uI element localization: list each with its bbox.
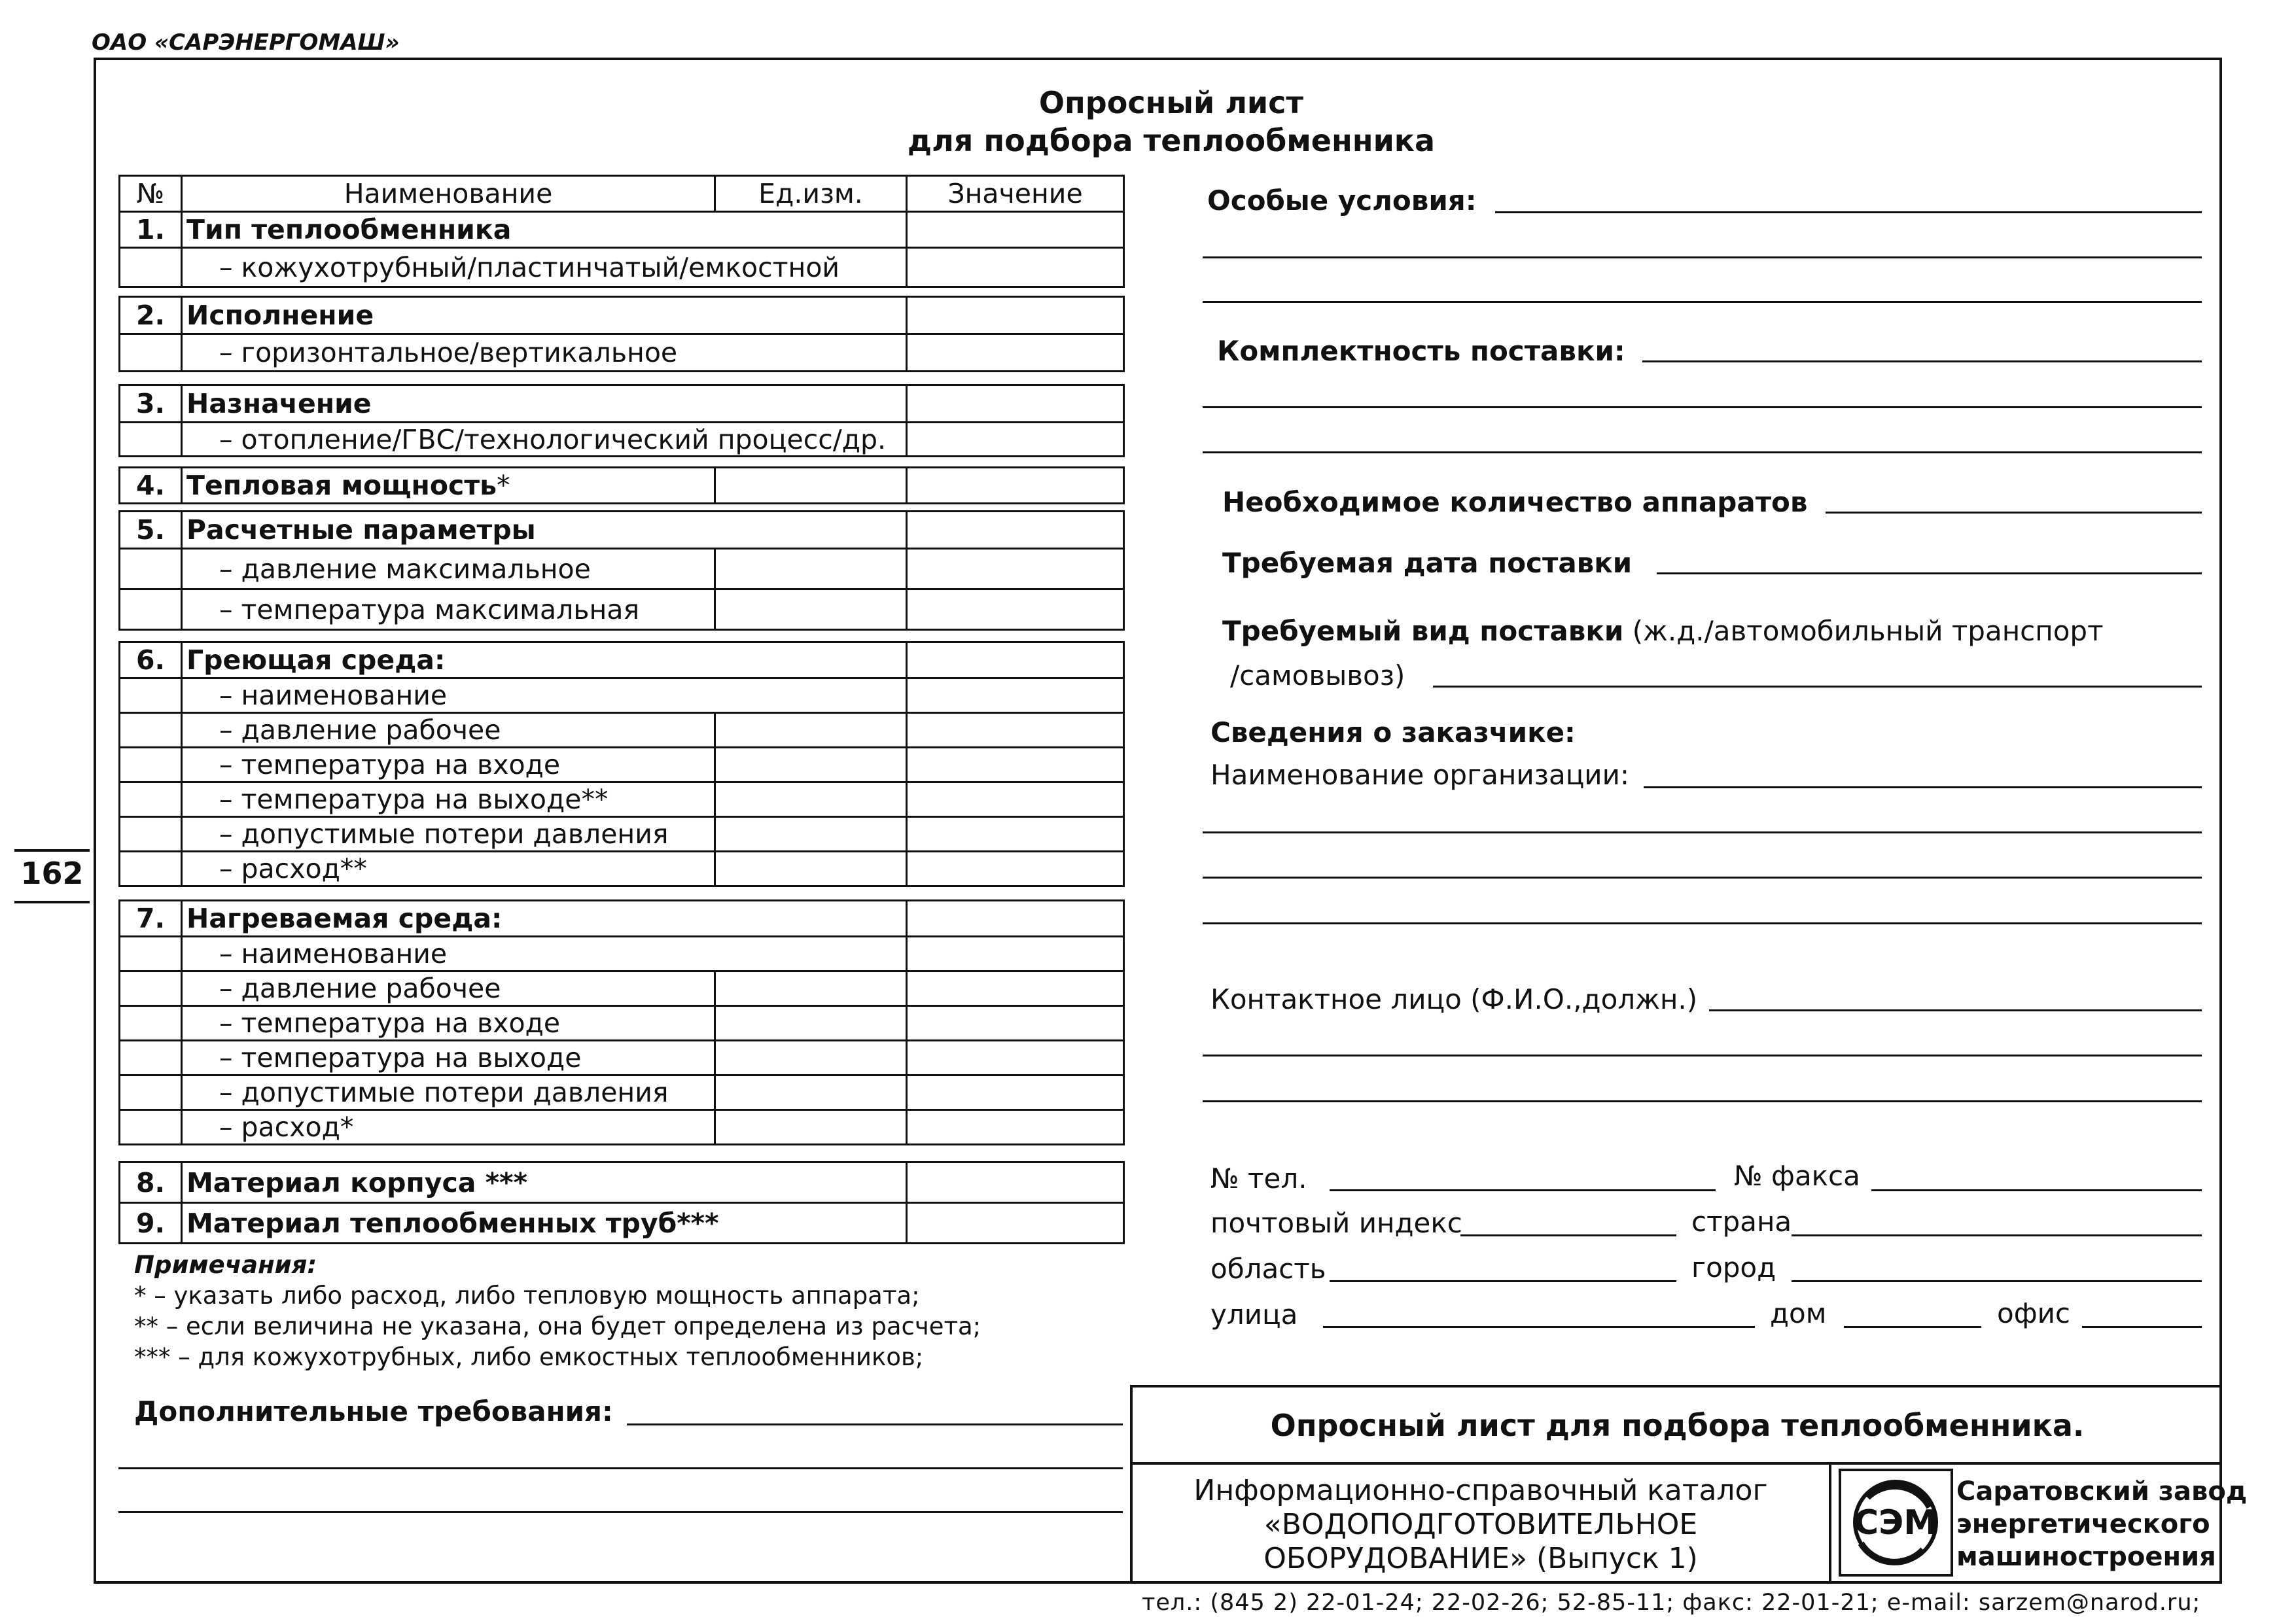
delivery-type-line[interactable] — [1433, 686, 2202, 688]
value-cell[interactable] — [907, 852, 1124, 886]
catalog-line-3: ОБОРУДОВАНИЕ» (Выпуск 1) — [1263, 1542, 1698, 1575]
street-line[interactable] — [1323, 1326, 1755, 1328]
table-group-8-9 — [118, 1161, 1125, 1244]
contact-person-label: Контактное лицо (Ф.И.О.,должн.) — [1210, 983, 1698, 1015]
unit-cell[interactable] — [715, 1006, 907, 1041]
zip-label: почтовый индекс — [1210, 1207, 1462, 1239]
row-sub: – температура максимальная — [182, 589, 715, 630]
delivery-kit-label: Комплектность поставки: — [1217, 335, 1625, 367]
value-cell[interactable] — [907, 1041, 1124, 1075]
value-cell[interactable] — [907, 678, 1124, 713]
country-label: страна — [1691, 1206, 1792, 1238]
delivery-type-options: /самовывоз) — [1230, 659, 1405, 691]
region-label: область — [1210, 1253, 1326, 1285]
notes — [134, 1249, 981, 1372]
row-sub: – давление максимальное — [182, 549, 715, 589]
house-label: дом — [1770, 1297, 1827, 1329]
special-conditions-line[interactable] — [1495, 211, 2202, 213]
row-title: Материал корпуса *** — [182, 1162, 907, 1203]
unit-cell[interactable] — [715, 971, 907, 1006]
row-num: 2. — [120, 297, 182, 334]
delivery-kit-line[interactable] — [1203, 406, 2202, 408]
unit-cell[interactable] — [715, 549, 907, 589]
row-title: Расчетные параметры — [182, 512, 907, 549]
office-label: офис — [1997, 1297, 2070, 1329]
delivery-date-line[interactable] — [1657, 572, 2202, 574]
title-line-2: для подбора теплообменника — [907, 123, 1436, 158]
value-cell[interactable] — [907, 937, 1124, 971]
contact-person-line[interactable] — [1203, 1055, 2202, 1056]
delivery-kit-line[interactable] — [1203, 451, 2202, 453]
value-cell[interactable] — [907, 817, 1124, 852]
row-num: 5. — [120, 512, 182, 549]
row-title: Назначение — [182, 385, 907, 423]
unit-cell[interactable] — [715, 748, 907, 782]
company-logo-icon — [1839, 1469, 1953, 1577]
row-sub: – давление рабочее — [182, 713, 715, 748]
unit-cell[interactable] — [715, 468, 907, 504]
value-cell[interactable] — [907, 423, 1124, 457]
row-title: Исполнение — [182, 297, 907, 334]
row-title: Материал теплообменных труб*** — [182, 1203, 907, 1244]
unit-cell[interactable] — [715, 589, 907, 630]
note-item: *** – для кожухотрубных, либо емкостных теплообменников; — [134, 1343, 924, 1371]
org-line-1: Саратовский завод — [1956, 1476, 2248, 1507]
row-sub: – кожухотрубный/пластинчатый/емкостной — [182, 248, 907, 287]
value-cell[interactable] — [907, 1006, 1124, 1041]
value-cell[interactable] — [907, 248, 1124, 287]
unit-cell[interactable] — [715, 817, 907, 852]
org-line-3: машиностроения — [1956, 1542, 2216, 1572]
catalog-info — [1133, 1465, 1831, 1584]
additional-line[interactable] — [118, 1467, 1123, 1469]
special-conditions-label: Особые условия: — [1207, 184, 1477, 217]
contact-person-line[interactable] — [1709, 1009, 2202, 1011]
value-cell[interactable] — [907, 589, 1124, 630]
company-name: ОАО «САРЭНЕРГОМАШ» — [92, 29, 400, 56]
unit-cell[interactable] — [715, 852, 907, 886]
org-name-line[interactable] — [1203, 831, 2202, 833]
contact-person-line[interactable] — [1203, 1100, 2202, 1102]
table-group-5 — [118, 510, 1125, 631]
fax-line[interactable] — [1871, 1189, 2202, 1191]
delivery-kit-line[interactable] — [1642, 360, 2202, 362]
unit-cell[interactable] — [715, 1110, 907, 1145]
city-line[interactable] — [1792, 1280, 2202, 1282]
table-group-6 — [118, 641, 1125, 887]
row-sub: – температура на входе — [182, 748, 715, 782]
contact-footer: тел.: (845 2) 22-01-24; 22-02-26; 52-85-11; факс: 22-01-21; e-mail: sarzem@narod.ru; — [1142, 1590, 2201, 1616]
title-block-title: Опросный лист для подбора теплообменника. — [1133, 1387, 2222, 1465]
page-title — [752, 84, 1590, 160]
value-cell[interactable] — [907, 334, 1124, 372]
org-line-2: энергетического — [1956, 1509, 2210, 1539]
row-num: 6. — [120, 642, 182, 678]
phone-line[interactable] — [1330, 1189, 1716, 1191]
row-title: Тепловая мощность* — [182, 468, 715, 504]
delivery-date-label: Требуемая дата поставки — [1222, 547, 1633, 579]
note-item: ** – если величина не указана, она будет определена из расчета; — [134, 1312, 981, 1340]
additional-line[interactable] — [627, 1423, 1123, 1425]
col-header-num: № — [120, 176, 182, 212]
row-sub: – расход** — [182, 852, 715, 886]
table-group-7 — [118, 899, 1125, 1145]
value-cell[interactable] — [907, 1075, 1124, 1110]
row-sub: – расход* — [182, 1110, 715, 1145]
value-cell[interactable] — [907, 212, 1124, 248]
row-title: Греющая среда: — [182, 642, 907, 678]
row-sub: – отопление/ГВС/технологический процесс/др. — [182, 423, 907, 457]
country-line[interactable] — [1792, 1234, 2202, 1236]
quantity-line[interactable] — [1826, 512, 2202, 514]
value-cell[interactable] — [907, 297, 1124, 334]
org-name-label: Наименование организации: — [1210, 759, 1630, 791]
row-sub: – допустимые потери давления — [182, 1075, 715, 1110]
row-sub: – температура на входе — [182, 1006, 715, 1041]
title-line-1: Опросный лист — [1038, 85, 1304, 120]
value-cell[interactable] — [907, 1162, 1124, 1203]
catalog-line-2: «ВОДОПОДГОТОВИТЕЛЬНОЕ — [1263, 1508, 1698, 1541]
row-num: 4. — [120, 468, 182, 504]
value-cell[interactable] — [907, 512, 1124, 549]
city-label: город — [1691, 1251, 1776, 1283]
table-group-3 — [118, 384, 1125, 457]
row-sub: – наименование — [182, 678, 907, 713]
org-name-line[interactable] — [1203, 922, 2202, 924]
value-cell[interactable] — [907, 901, 1124, 937]
org-name-line[interactable] — [1203, 877, 2202, 879]
unit-cell[interactable] — [715, 782, 907, 817]
organization-name — [1956, 1475, 2247, 1573]
unit-cell[interactable] — [715, 1075, 907, 1110]
value-cell[interactable] — [907, 782, 1124, 817]
phone-label: № тел. — [1210, 1162, 1307, 1195]
row-title: Нагреваемая среда: — [182, 901, 907, 937]
row-sub: – наименование — [182, 937, 907, 971]
note-item: * – указать либо расход, либо тепловую мощность аппарата; — [134, 1282, 920, 1310]
logo-letters: СЭМ — [1853, 1503, 1938, 1543]
row-num: 1. — [120, 212, 182, 248]
fax-label: № факса — [1734, 1160, 1860, 1192]
table-group-1 — [118, 175, 1125, 288]
special-conditions-line[interactable] — [1203, 256, 2202, 258]
row-num: 8. — [120, 1162, 182, 1203]
region-line[interactable] — [1330, 1280, 1676, 1282]
value-cell[interactable] — [907, 748, 1124, 782]
quantity-label: Необходимое количество аппаратов — [1222, 486, 1808, 518]
additional-line[interactable] — [118, 1511, 1123, 1513]
row-num: 9. — [120, 1203, 182, 1244]
row-sub: – горизонтальное/вертикальное — [182, 334, 907, 372]
page-number: 162 — [14, 849, 90, 903]
table-group-2 — [118, 296, 1125, 372]
col-header-name: Наименование — [182, 176, 715, 212]
additional-requirements-label: Дополнительные требования: — [134, 1395, 613, 1427]
table-group-4 — [118, 466, 1125, 504]
value-cell[interactable] — [907, 549, 1124, 589]
row-num: 3. — [120, 385, 182, 423]
value-cell[interactable] — [907, 642, 1124, 678]
special-conditions-line[interactable] — [1203, 301, 2202, 303]
street-label: улица — [1210, 1299, 1298, 1331]
delivery-type-label: Требуемый вид поставки (ж.д./автомобильный транспорт — [1222, 615, 2104, 647]
row-sub: – температура на выходе** — [182, 782, 715, 817]
zip-line[interactable] — [1460, 1234, 1676, 1236]
value-cell[interactable] — [907, 1203, 1124, 1244]
catalog-line-1: Информационно-справочный каталог — [1193, 1474, 1768, 1507]
col-header-unit: Ед.изм. — [715, 176, 907, 212]
value-cell[interactable] — [907, 385, 1124, 423]
org-name-line[interactable] — [1644, 786, 2202, 788]
value-cell[interactable] — [907, 713, 1124, 748]
value-cell[interactable] — [907, 971, 1124, 1006]
house-line[interactable] — [1844, 1326, 1981, 1328]
row-sub: – давление рабочее — [182, 971, 715, 1006]
value-cell[interactable] — [907, 468, 1124, 504]
unit-cell[interactable] — [715, 713, 907, 748]
row-sub: – допустимые потери давления — [182, 817, 715, 852]
notes-title: Примечания: — [134, 1251, 317, 1279]
office-line[interactable] — [2082, 1326, 2202, 1328]
row-title: Тип теплообменника — [182, 212, 907, 248]
col-header-value: Значение — [907, 176, 1124, 212]
row-num: 7. — [120, 901, 182, 937]
unit-cell[interactable] — [715, 1041, 907, 1075]
value-cell[interactable] — [907, 1110, 1124, 1145]
customer-info-heading: Сведения о заказчике: — [1210, 716, 1576, 748]
row-sub: – температура на выходе — [182, 1041, 715, 1075]
